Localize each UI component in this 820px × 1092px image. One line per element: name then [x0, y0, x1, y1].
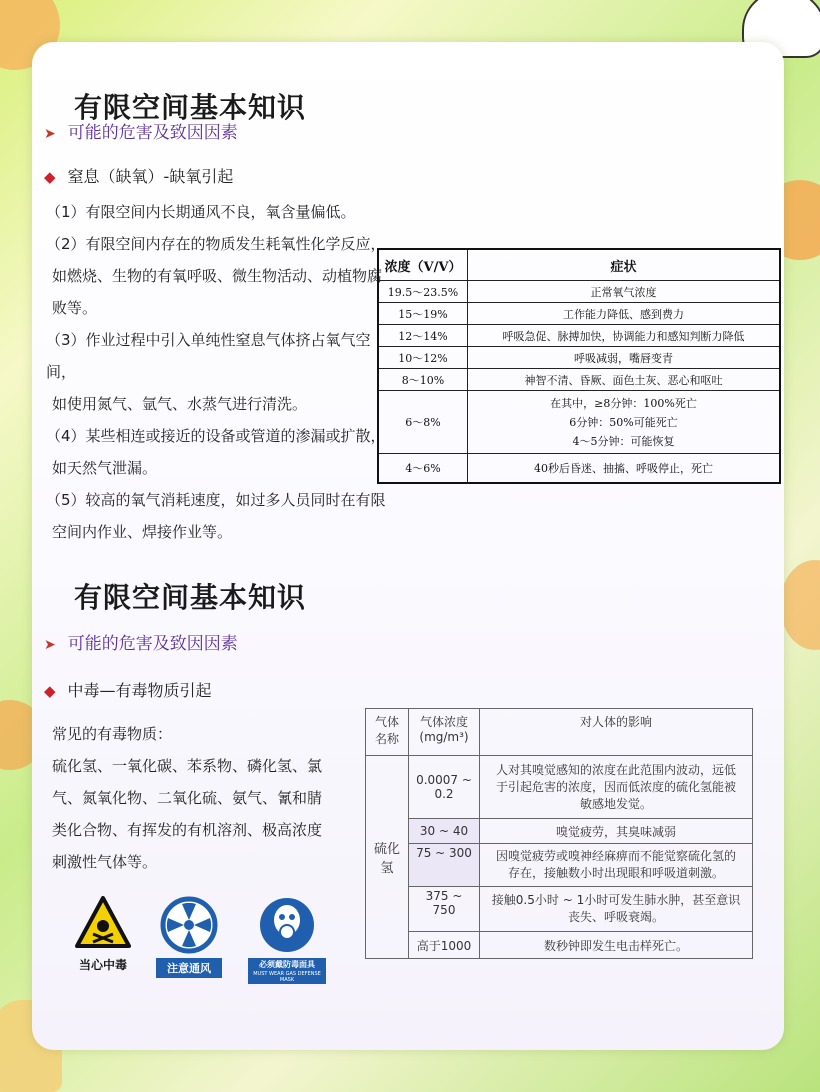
table-cell: 0.0007 ~ 0.2 — [409, 756, 480, 819]
table-cell: 6～8% — [378, 391, 468, 454]
sign-sublabel: MUST WEAR GAS DEFENSE MASK — [248, 971, 326, 984]
cell-line: 6分钟：50%可能死亡 — [569, 415, 678, 429]
sign-label: 当心中毒 — [78, 958, 127, 972]
table-header: 浓度（V/V） — [378, 249, 468, 281]
table-cell: 因嗅觉疲劳或嗅神经麻痹而不能觉察硫化氢的 存在，接触数小时出现眼和呼吸道刺激。 — [480, 844, 753, 887]
table-cell — [468, 391, 781, 454]
paragraph-line: 刺激性气体等。 — [52, 853, 158, 871]
section2-subtitle: ➤ 可能的危害及致因因素 — [44, 634, 238, 654]
sign-ventilation — [154, 896, 224, 978]
sign-label: 必须戴防毒面具 — [248, 958, 326, 971]
table-cell: 375 ~ 750 — [409, 887, 480, 932]
paragraph-line: 类化合物、有挥发的有机溶剂、极高浓度 — [52, 821, 323, 839]
arrow-icon: ➤ — [44, 637, 56, 653]
table-cell: 12～14% — [378, 325, 468, 347]
flower-decoration — [780, 560, 820, 650]
paragraph-line: 硫化氢、一氧化碳、苯系物、磷化氢、氯 — [52, 757, 323, 775]
table-cell: 呼吸急促、脉搏加快，协调能力和感知判断力降低 — [468, 325, 781, 347]
section2-paragraphs — [52, 718, 332, 878]
table-cell: 30 ~ 40 — [409, 819, 480, 844]
table-row — [378, 347, 780, 369]
table-cell: 工作能力降低、感到费力 — [468, 303, 781, 325]
table-header-row — [366, 709, 753, 756]
table-cell: 10～12% — [378, 347, 468, 369]
cell-line: 在其中，≥8分钟：100%死亡 — [550, 396, 697, 410]
safety-signs — [68, 896, 328, 990]
paragraph-line: （5）较高的氧气消耗速度，如过多人员同时在有限 — [46, 491, 386, 509]
table-cell: 19.5～23.5% — [378, 281, 468, 303]
content-card — [32, 42, 784, 1050]
arrow-icon: ➤ — [44, 126, 56, 142]
table-row — [378, 369, 780, 391]
poison-warning-icon — [75, 896, 131, 950]
section1-paragraphs — [46, 196, 386, 548]
h2s-table — [365, 708, 753, 959]
table-row — [378, 303, 780, 325]
diamond-icon: ◆ — [44, 682, 56, 700]
oxygen-table — [377, 248, 781, 484]
table-header: 症状 — [468, 249, 781, 281]
paragraph-line: 气、氮氧化物、二氧化硫、氨气、氰和腈 — [52, 789, 323, 807]
paragraph-line: 败等。 — [52, 299, 98, 317]
table-cell: 高于1000 — [409, 932, 480, 959]
table-cell: 呼吸减弱，嘴唇变青 — [468, 347, 781, 369]
section1-title: 有限空间基本知识 — [74, 91, 307, 124]
ventilation-icon — [160, 896, 218, 954]
paragraph-line: 常见的有毒物质： — [52, 725, 173, 743]
gas-name-cell: 硫化 氢 — [366, 756, 409, 959]
gas-mask-icon — [257, 896, 317, 954]
table-cell: 15～19% — [378, 303, 468, 325]
section1-subtitle: ➤ 可能的危害及致因因素 — [44, 123, 238, 143]
paragraph-line: 如使用氮气、氩气、水蒸气进行清洗。 — [52, 395, 308, 413]
table-row — [366, 819, 753, 844]
table-cell: 4～6% — [378, 454, 468, 484]
table-row — [366, 844, 753, 887]
paragraph-line: （4）某些相连或接近的设备或管道的渗漏或扩散， — [46, 427, 386, 445]
table-cell: 40秒后昏迷、抽搐、呼吸停止，死亡 — [468, 454, 781, 484]
sign-label: 注意通风 — [156, 958, 222, 978]
table-cell: 神智不清、昏厥、面色土灰、恶心和呕吐 — [468, 369, 781, 391]
table-cell: 人对其嗅觉感知的浓度在此范围内波动，远低 于引起危害的浓度，因而低浓度的硫化氢能被 敏感地发觉。 — [480, 756, 753, 819]
section2-bullet: ◆ 中毒—有毒物质引起 — [44, 681, 212, 700]
table-row — [378, 454, 780, 484]
cell-line: 4～5分钟：可能恢复 — [572, 434, 675, 448]
table-row — [378, 325, 780, 347]
table-cell: 正常氧气浓度 — [468, 281, 781, 303]
table-cell: 75 ~ 300 — [409, 844, 480, 887]
table-row — [378, 281, 780, 303]
table-cell: 8～10% — [378, 369, 468, 391]
paragraph-line: 如燃烧、生物的有氧呼吸、微生物活动、动植物腐 — [52, 267, 383, 285]
table-row — [366, 932, 753, 959]
sign-poison — [68, 896, 138, 973]
table-cell: 接触0.5小时 ~ 1小时可发生肺水肿，甚至意识 丧失、呼吸衰竭。 — [480, 887, 753, 932]
diamond-icon: ◆ — [44, 168, 56, 186]
sign-gas-mask — [248, 896, 326, 984]
table-header-row — [378, 249, 780, 281]
paragraph-line: （2）有限空间内存在的物质发生耗氧性化学反应， — [46, 235, 386, 253]
paragraph-line: 如天然气泄漏。 — [52, 459, 158, 477]
table-cell: 嗅觉疲劳，其臭味减弱 — [480, 819, 753, 844]
paragraph-line: （3）作业过程中引入单纯性窒息气体挤占氧气空间， — [46, 331, 371, 381]
paragraph-line: 空间内作业、焊接作业等。 — [52, 523, 233, 541]
table-header: 对人体的影响 — [480, 709, 753, 756]
table-header: 气体浓度 (mg/m³) — [409, 709, 480, 756]
table-cell: 数秒钟即发生电击样死亡。 — [480, 932, 753, 959]
section2-title: 有限空间基本知识 — [74, 581, 307, 614]
table-row — [366, 887, 753, 932]
paragraph-line: （1）有限空间内长期通风不良，氧含量偏低。 — [46, 203, 356, 221]
table-row — [366, 756, 753, 819]
section1-bullet: ◆ 窒息（缺氧）-缺氧引起 — [44, 167, 234, 186]
table-row — [378, 391, 780, 454]
table-header: 气体 名称 — [366, 709, 409, 756]
